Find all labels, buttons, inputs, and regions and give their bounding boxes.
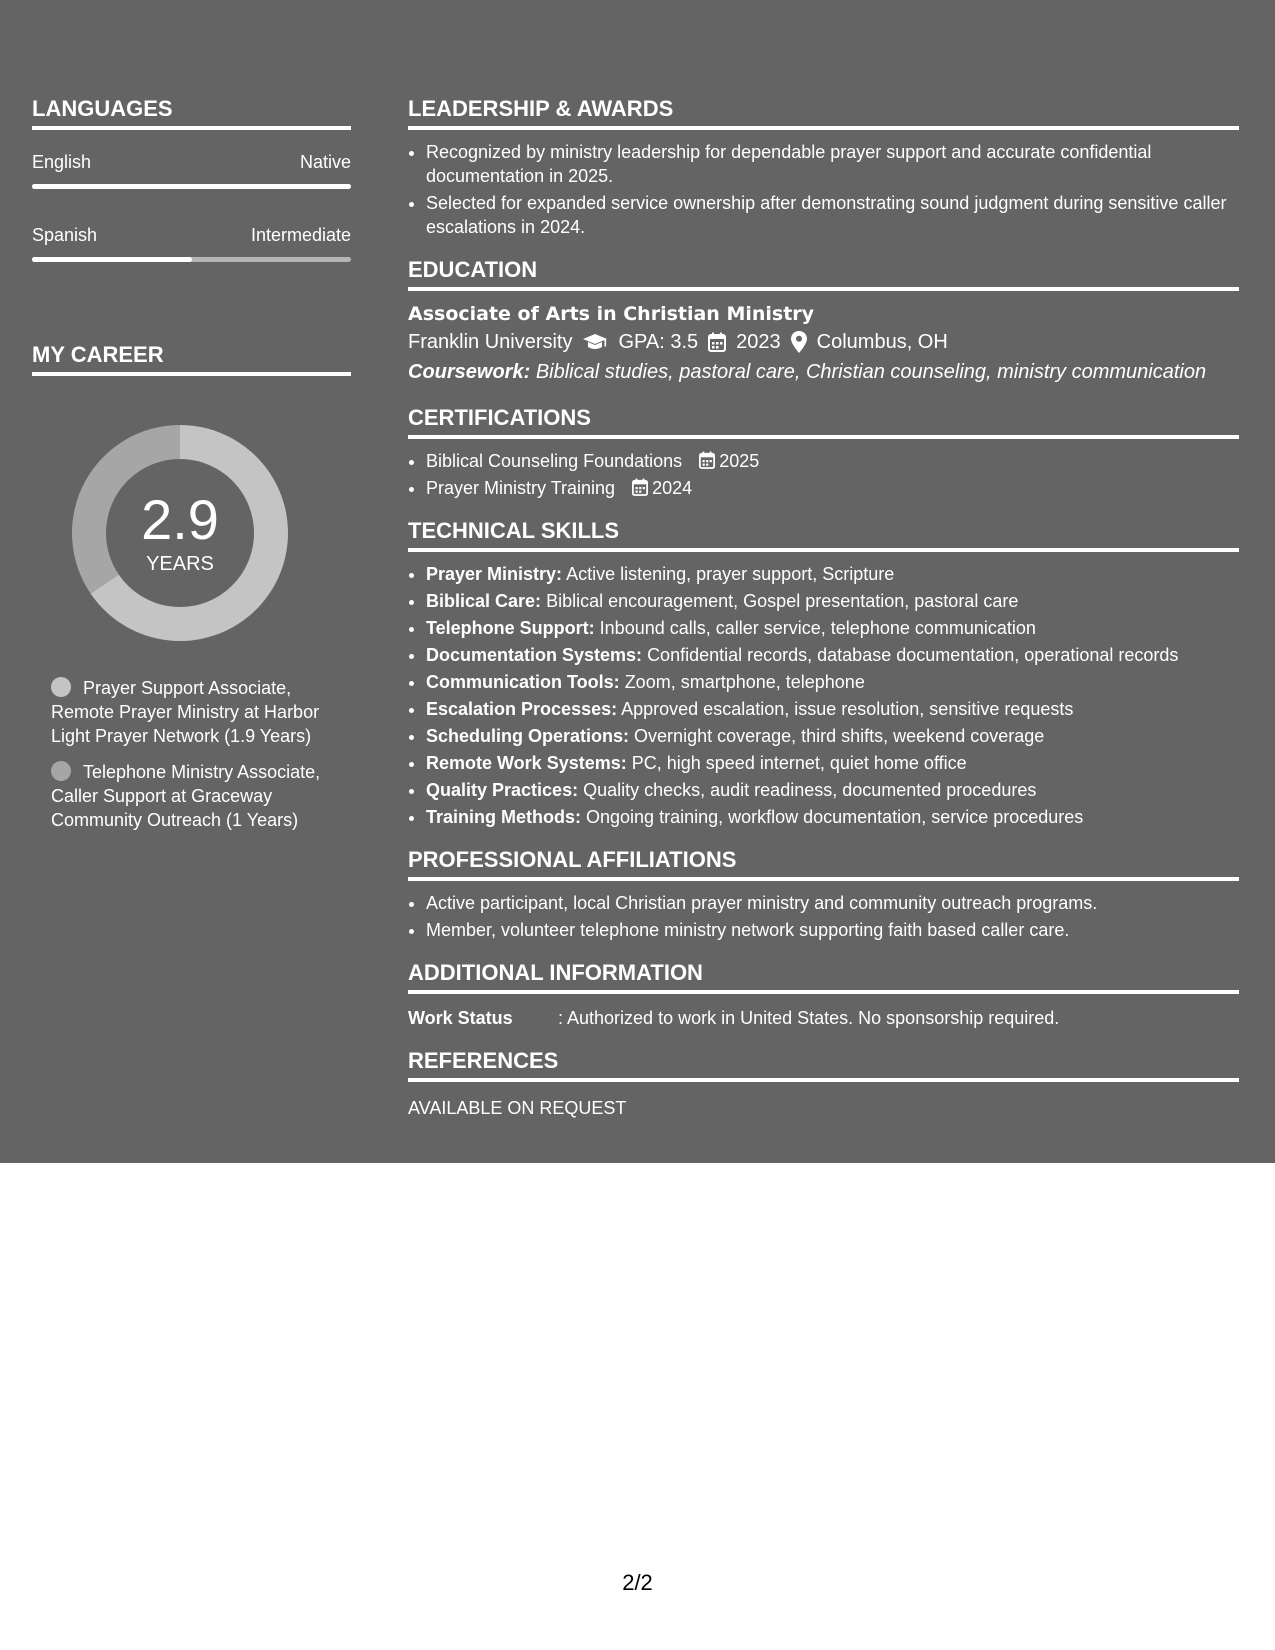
coursework-text: Biblical studies, pastoral care, Christian counseling, ministry communication (535, 361, 1207, 383)
references-text: AVAILABLE ON REQUEST (408, 1098, 627, 1118)
skill-value: Ongoing training, workflow documentation, service procedures (586, 807, 1084, 827)
education-coursework (408, 357, 1239, 387)
career-total-years: 2.9 (141, 488, 219, 551)
skill-label: Biblical Care: (426, 591, 542, 611)
skill-label: Remote Work Systems: (426, 753, 627, 773)
additional-rule (408, 990, 1239, 994)
skill-label: Quality Practices: (426, 780, 579, 800)
left-column (32, 92, 351, 844)
education-meta (408, 327, 1239, 357)
graduation-cap-icon (582, 332, 608, 352)
languages-rule (32, 126, 351, 130)
right-column (408, 92, 1239, 1134)
certification-year: 2024 (652, 478, 693, 498)
work-status-value: : Authorized to work in United States. No sponsorship required. (558, 1008, 1060, 1028)
list-item (426, 476, 1239, 500)
legend-dot-icon (51, 677, 71, 697)
calendar-icon (699, 451, 715, 469)
career-legend-item (51, 760, 331, 832)
language-level: Native (299, 152, 351, 172)
skill-label: Telephone Support: (426, 618, 595, 638)
certifications-list (408, 449, 1239, 500)
language-name: Spanish (32, 225, 98, 245)
certification-name: Prayer Ministry Training (426, 478, 616, 498)
career-legend-item (51, 676, 331, 748)
affiliations-list (408, 891, 1239, 942)
skill-value: Biblical encouragement, Gospel presentation, pastoral care (546, 591, 1019, 611)
skill-item (426, 778, 1239, 802)
legend-dot-icon (51, 761, 71, 781)
references-rule (408, 1078, 1239, 1082)
career-total-unit: YEARS (146, 553, 214, 575)
skill-value: Active listening, prayer support, Scripture (566, 564, 895, 584)
education-rule (408, 287, 1239, 291)
skill-label: Prayer Ministry: (426, 564, 563, 584)
education-gpa: GPA: 3.5 (618, 331, 699, 353)
additional-title: ADDITIONAL INFORMATION (408, 960, 703, 985)
skill-item (426, 643, 1239, 667)
language-bar (32, 257, 351, 262)
skill-item (426, 670, 1239, 694)
references-section (408, 1044, 1239, 1120)
list-item (426, 449, 1239, 473)
skill-value: Quality checks, audit readiness, documented procedures (583, 780, 1037, 800)
leadership-list (408, 140, 1239, 239)
skill-label: Communication Tools: (426, 672, 620, 692)
list-item: • Active participant, local Christian prayer ministry and community outreach programs. (426, 891, 1239, 915)
skill-item (426, 589, 1239, 613)
leadership-title: LEADERSHIP & AWARDS (408, 96, 674, 121)
certification-name: Biblical Counseling Foundations (426, 451, 683, 471)
list-item: • Member, volunteer telephone ministry network supporting faith based caller care. (426, 918, 1239, 942)
skills-list (408, 562, 1239, 829)
education-section (408, 253, 1239, 387)
skill-item (426, 562, 1239, 586)
skill-item (426, 751, 1239, 775)
career-donut-chart (65, 418, 295, 648)
education-title: EDUCATION (408, 257, 538, 282)
language-spanish (32, 223, 351, 262)
skills-rule (408, 548, 1239, 552)
skill-label: Documentation Systems: (426, 645, 643, 665)
skill-item (426, 805, 1239, 829)
references-title: REFERENCES (408, 1048, 559, 1073)
career-legend-label: Telephone Ministry Associate, Caller Support at Graceway Community Outreach (1 Years) (51, 762, 321, 830)
skill-value: Overnight coverage, third shifts, weekend coverage (634, 726, 1045, 746)
language-name: English (32, 152, 92, 172)
list-item: • Recognized by ministry leadership for dependable prayer support and accurate confidential documentation in 2025. (426, 140, 1239, 188)
skill-item (426, 724, 1239, 748)
language-bar-fill (32, 257, 192, 262)
leadership-section (408, 92, 1239, 239)
map-pin-icon (791, 331, 807, 353)
skills-section (408, 514, 1239, 829)
skill-item (426, 697, 1239, 721)
skill-label: Scheduling Operations: (426, 726, 630, 746)
skill-value: Zoom, smartphone, telephone (624, 672, 865, 692)
career-section (32, 338, 351, 832)
work-status-row (408, 1006, 1239, 1030)
work-status-label: Work Status (408, 1008, 513, 1028)
certifications-title: CERTIFICATIONS (408, 405, 591, 430)
language-english (32, 150, 351, 189)
coursework-label: Coursework: (408, 361, 531, 383)
education-school: Franklin University (408, 331, 573, 353)
career-title: MY CAREER (32, 342, 164, 367)
skill-label: Escalation Processes: (426, 699, 618, 719)
skill-value: PC, high speed internet, quiet home office (631, 753, 967, 773)
calendar-icon (708, 332, 726, 352)
affiliations-section (408, 843, 1239, 942)
page-number: 2/2 (622, 1570, 653, 1595)
career-legend-label: Prayer Support Associate, Remote Prayer Ministry at Harbor Light Prayer Network (1.9 Years) (51, 678, 320, 746)
additional-section (408, 956, 1239, 1030)
skill-label: Training Methods: (426, 807, 581, 827)
list-item: • Selected for expanded service ownership after demonstrating sound judgment during sensitive caller escalations in 2024. (426, 191, 1239, 239)
education-degree: Associate of Arts in Christian Ministry (408, 303, 815, 325)
language-bar-fill (32, 184, 351, 189)
education-year: 2023 (736, 331, 781, 353)
skill-value: Inbound calls, caller service, telephone communication (599, 618, 1036, 638)
skills-title: TECHNICAL SKILLS (408, 518, 620, 543)
certifications-rule (408, 435, 1239, 439)
certification-year: 2025 (719, 451, 760, 471)
language-level: Intermediate (250, 225, 351, 245)
certifications-section (408, 401, 1239, 500)
leadership-rule (408, 126, 1239, 130)
calendar-icon (632, 478, 648, 496)
career-rule (32, 372, 351, 376)
languages-title: LANGUAGES (32, 96, 173, 121)
affiliations-rule (408, 877, 1239, 881)
skill-value: Confidential records, database documentation, operational records (647, 645, 1179, 665)
education-location: Columbus, OH (816, 331, 948, 353)
skill-item (426, 616, 1239, 640)
affiliations-title: PROFESSIONAL AFFILIATIONS (408, 847, 737, 872)
career-legend (51, 676, 331, 832)
skill-value: Approved escalation, issue resolution, sensitive requests (621, 699, 1074, 719)
language-bar (32, 184, 351, 189)
